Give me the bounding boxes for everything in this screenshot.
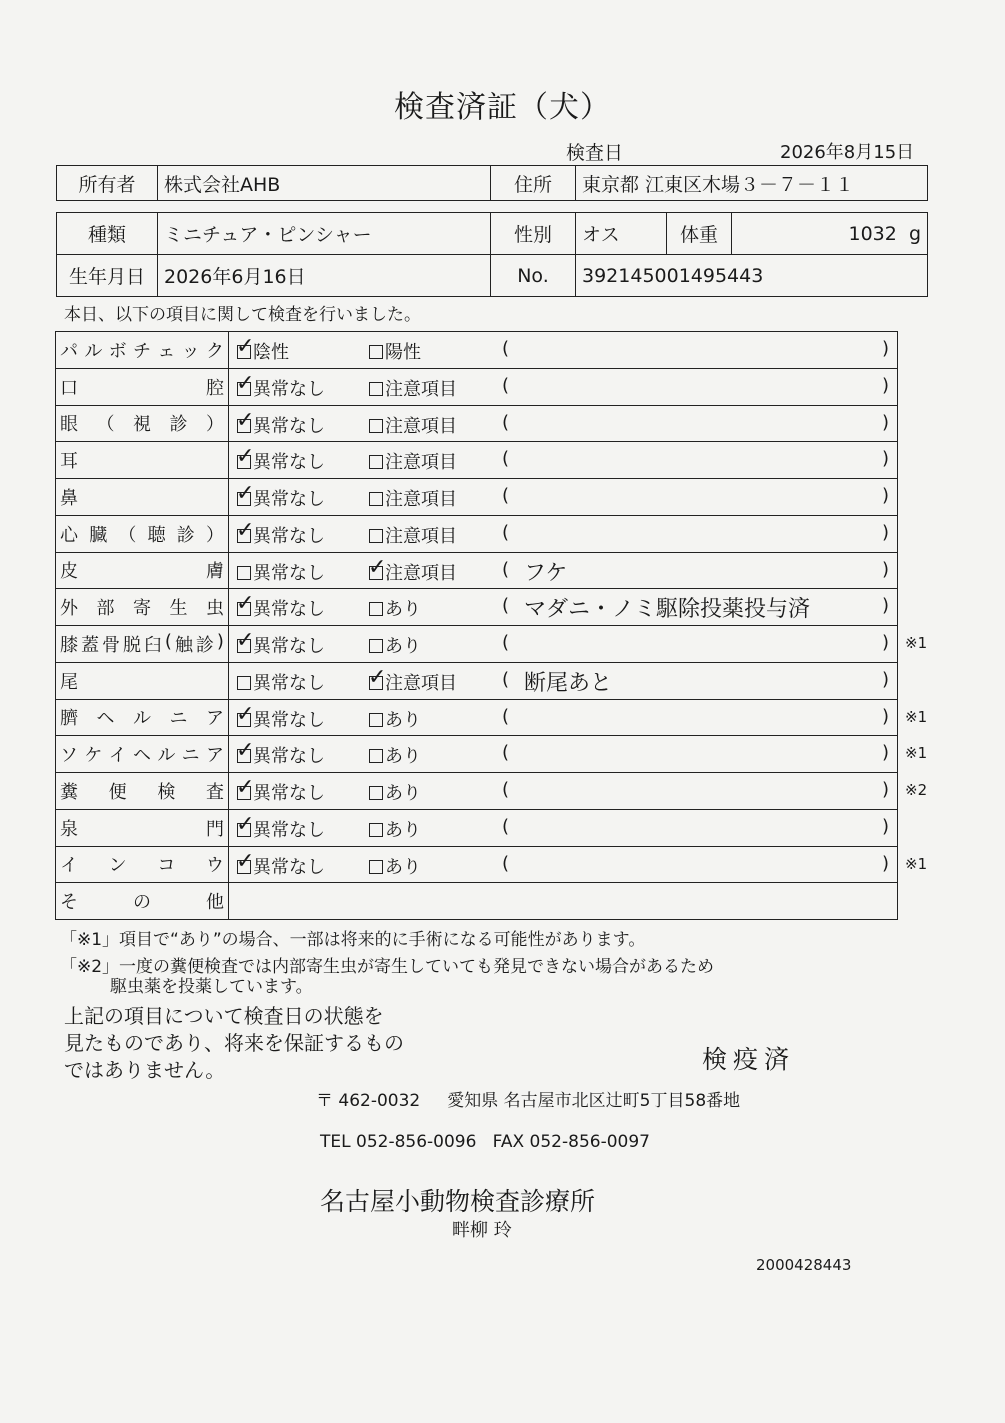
option-label: 陽性 xyxy=(385,342,421,363)
option-label: 注意項目 xyxy=(385,452,457,474)
exam-item-name xyxy=(56,589,229,626)
exam-item-name xyxy=(56,846,229,883)
serial-number: 2000428443 xyxy=(756,1256,852,1274)
exam-item-name xyxy=(56,479,229,516)
exam-item-row xyxy=(56,736,898,773)
contact-line xyxy=(320,1132,650,1152)
exam-item-name-text: 口 腔 xyxy=(60,377,224,399)
note-close-paren: ) xyxy=(881,595,889,617)
option-label: あり xyxy=(385,636,421,657)
checkbox-icon[interactable] xyxy=(368,554,387,580)
check-mark-icon: ✓ xyxy=(236,334,255,359)
option-1-checkbox[interactable] xyxy=(236,370,325,401)
exam-item-note: 断尾あと xyxy=(524,670,613,696)
checkbox-icon[interactable] xyxy=(236,481,255,506)
exam-item-name-text: 尾 xyxy=(60,671,78,693)
option-label: 注意項目 xyxy=(385,525,457,547)
disclaimer-line: 上記の項目について検査日の状態を xyxy=(64,1004,384,1028)
clinic-address: 愛知県 名古屋市北区辻町5丁目58番地 xyxy=(447,1091,741,1111)
footnote-marker: ※1 xyxy=(905,707,928,726)
footnote-2-line2: 駆虫薬を投薬しています。 xyxy=(110,977,313,997)
exam-item-row xyxy=(56,332,898,369)
exam-item-row xyxy=(56,552,898,589)
option-2-checkbox[interactable] xyxy=(369,485,457,511)
tel-number: TEL 052-856-0096 xyxy=(320,1132,477,1152)
note-close-paren: ) xyxy=(881,374,889,396)
option-label: 異常なし xyxy=(253,783,325,804)
owner-label: 所有者 xyxy=(57,166,158,201)
disclaimer xyxy=(64,1003,404,1084)
note-close-paren: ) xyxy=(881,411,889,433)
option-label: 注意項目 xyxy=(385,562,457,584)
note-open-paren: ( xyxy=(502,668,510,690)
exam-item-name-text: 眼 （ 視 診 ） xyxy=(60,414,224,436)
address-label: 住所 xyxy=(491,166,576,201)
exam-item-name xyxy=(56,626,229,663)
exam-item-row xyxy=(56,809,898,846)
note-close-paren: ) xyxy=(881,705,889,727)
note-close-paren: ) xyxy=(881,852,889,874)
exam-item-result xyxy=(229,332,898,369)
checkbox-icon[interactable] xyxy=(237,676,251,690)
breed-value: ミニチュア・ピンシャー xyxy=(158,213,491,255)
note-close-paren: ) xyxy=(881,668,889,690)
option-label: 異常なし xyxy=(253,562,325,584)
check-mark-icon: ✓ xyxy=(236,517,255,543)
no-label: No. xyxy=(491,255,576,297)
exam-item-result xyxy=(229,846,898,883)
note-close-paren: ) xyxy=(881,448,889,470)
option-2-checkbox[interactable] xyxy=(369,338,421,364)
option-2-checkbox[interactable] xyxy=(369,779,421,805)
exam-item-row xyxy=(56,405,898,442)
exam-item-name xyxy=(56,736,229,773)
option-2-checkbox[interactable] xyxy=(369,522,457,548)
check-mark-icon: ✓ xyxy=(236,370,255,396)
disclaimer-line: ではありません。 xyxy=(64,1058,226,1082)
exam-item-result xyxy=(229,736,898,773)
check-mark-icon: ✓ xyxy=(368,554,387,580)
exam-item-name-text: イ ン コ ウ xyxy=(60,855,224,877)
checkbox-icon[interactable] xyxy=(369,602,383,616)
option-label: 異常なし xyxy=(253,819,325,841)
exam-item-row xyxy=(56,846,898,883)
option-2-checkbox[interactable] xyxy=(369,412,457,438)
exam-item-name-text: 鼻 xyxy=(60,487,78,509)
exam-item-name xyxy=(56,662,229,699)
exam-item-name xyxy=(56,809,229,846)
exam-item-name-text: ソ ケ イ ヘ ル ニ ア xyxy=(60,745,224,767)
option-label: 異常なし xyxy=(253,599,325,621)
note-open-paren: ( xyxy=(502,595,510,617)
footnote-2-line1: 「※2」一度の糞便検査では内部寄生虫が寄生していても発見できない場合があるため xyxy=(60,957,715,977)
checkbox-icon[interactable] xyxy=(369,382,383,396)
exam-item-name-text: 外 部 寄 生 虫 xyxy=(60,598,224,620)
exam-item-result xyxy=(229,699,898,736)
weight-label: 体重 xyxy=(667,213,732,255)
exam-item-name-text: 皮 膚 xyxy=(60,561,224,583)
exam-item-name-text: 心 臓 （ 聴 診 ） xyxy=(60,524,224,546)
checkbox-icon[interactable] xyxy=(237,566,251,580)
option-1-checkbox[interactable] xyxy=(236,407,325,438)
postal-code: 〒 462-0032 xyxy=(316,1091,421,1111)
option-label: 異常なし xyxy=(253,709,325,731)
option-2-checkbox[interactable] xyxy=(369,595,421,621)
note-close-paren: ) xyxy=(881,742,889,764)
exam-item-row xyxy=(56,773,898,810)
option-1-checkbox[interactable] xyxy=(237,559,325,585)
option-label: 異常なし xyxy=(253,525,325,547)
option-2-checkbox[interactable] xyxy=(369,853,421,879)
option-label: 異常なし xyxy=(253,489,325,510)
exam-item-note: フケ xyxy=(524,560,568,586)
option-2-checkbox[interactable] xyxy=(369,816,421,842)
weight-value: 1032 g xyxy=(732,213,928,255)
checkbox-icon[interactable] xyxy=(369,713,383,727)
checkbox-icon[interactable] xyxy=(369,639,383,653)
checkbox-icon[interactable] xyxy=(236,628,255,653)
note-open-paren: ( xyxy=(502,815,510,837)
exam-item-row xyxy=(56,589,898,626)
exam-item-name xyxy=(56,699,229,736)
checkbox-icon[interactable] xyxy=(369,749,383,763)
exam-item-name-text: 臍 ヘ ル ニ ア xyxy=(60,708,224,730)
address-value: 東京都 江東区木場３－７－１１ xyxy=(576,166,928,201)
exam-item-name-text: 耳 xyxy=(60,451,78,473)
clinic-name: 名古屋小動物検査診療所 xyxy=(320,1187,596,1216)
option-1-checkbox[interactable] xyxy=(236,444,325,474)
exam-item-result xyxy=(229,552,898,589)
sex-label: 性別 xyxy=(491,213,576,255)
option-1-checkbox[interactable] xyxy=(237,669,325,695)
exam-item-result xyxy=(229,368,898,405)
exam-item-name-text: パ ル ボ チ ェ ッ ク xyxy=(60,340,224,362)
intro-text: 本日、以下の項目に関して検査を行いました。 xyxy=(64,305,421,325)
exam-item-row xyxy=(56,368,898,405)
veterinarian-name: 畔柳 玲 xyxy=(452,1220,512,1241)
checkbox-icon[interactable] xyxy=(236,444,255,470)
note-open-paren: ( xyxy=(502,742,510,764)
exam-item-row-other xyxy=(56,883,898,920)
option-label: 異常なし xyxy=(253,415,325,437)
exam-item-name xyxy=(56,332,229,369)
note-open-paren: ( xyxy=(502,779,510,800)
check-mark-icon: ✓ xyxy=(236,738,255,764)
check-mark-icon: ✓ xyxy=(236,481,255,506)
option-2-checkbox[interactable] xyxy=(369,632,421,658)
checkbox-icon[interactable] xyxy=(236,517,255,543)
option-2-checkbox[interactable] xyxy=(369,742,421,768)
option-1-checkbox[interactable] xyxy=(236,811,325,842)
note-close-paren: ) xyxy=(881,632,889,653)
footnote-marker: ※1 xyxy=(905,744,928,763)
exam-item-result xyxy=(229,773,898,810)
exam-item-row xyxy=(56,442,898,479)
check-mark-icon: ✓ xyxy=(236,628,255,653)
exam-item-name xyxy=(56,405,229,442)
option-label: 異常なし xyxy=(253,672,325,694)
note-open-paren: ( xyxy=(502,521,510,543)
option-1-checkbox[interactable] xyxy=(236,775,325,805)
option-label: あり xyxy=(385,783,421,804)
checkbox-icon[interactable] xyxy=(369,455,383,469)
option-label: あり xyxy=(385,746,421,768)
check-mark-icon: ✓ xyxy=(368,664,387,690)
footnote-1: 「※1」項目で“あり”の場合、一部は将来的に手術になる可能性があります。 xyxy=(60,930,646,950)
exam-item-result xyxy=(229,479,898,516)
exam-item-name xyxy=(56,773,229,810)
option-1-checkbox[interactable] xyxy=(236,591,325,621)
note-open-paren: ( xyxy=(502,448,510,470)
fax-number: FAX 052-856-0097 xyxy=(492,1132,650,1152)
clinic-address-line xyxy=(316,1086,740,1111)
document-title: 検査済証（犬） xyxy=(394,90,611,125)
footnote-marker: ※2 xyxy=(905,781,928,799)
exam-items-table xyxy=(55,331,898,920)
checkbox-icon[interactable] xyxy=(236,848,255,874)
note-close-paren: ) xyxy=(881,485,889,506)
check-mark-icon: ✓ xyxy=(236,407,255,433)
option-1-checkbox[interactable] xyxy=(236,334,289,364)
exam-item-result xyxy=(229,405,898,442)
quarantine-stamp: 検疫済 xyxy=(702,1045,796,1074)
checkbox-icon[interactable] xyxy=(368,664,387,690)
checkbox-icon[interactable] xyxy=(369,823,383,837)
option-1-checkbox[interactable] xyxy=(236,701,325,732)
check-mark-icon: ✓ xyxy=(236,591,255,617)
exam-item-row xyxy=(56,662,898,699)
exam-item-name-text: 糞 便 検 査 xyxy=(60,781,224,803)
option-label: 異常なし xyxy=(253,856,325,878)
note-close-paren: ) xyxy=(881,338,889,359)
exam-date-value: 2026年8月15日 xyxy=(780,142,915,163)
weight-unit: g xyxy=(908,222,921,245)
footnote-marker: ※1 xyxy=(905,854,928,873)
note-open-paren: ( xyxy=(502,411,510,433)
option-2-checkbox[interactable] xyxy=(368,554,457,585)
exam-item-name xyxy=(56,368,229,405)
dob-value: 2026年6月16日 xyxy=(158,255,491,297)
checkbox-icon[interactable] xyxy=(236,407,255,433)
owner-value: 株式会社AHB xyxy=(158,166,491,201)
footnote-marker: ※1 xyxy=(905,634,928,652)
owner-table xyxy=(56,165,928,201)
exam-item-name-text: 泉 門 xyxy=(60,818,224,840)
note-open-paren: ( xyxy=(502,852,510,874)
other-value[interactable] xyxy=(229,883,898,920)
checkbox-icon[interactable] xyxy=(236,775,255,800)
checkbox-icon[interactable] xyxy=(369,345,383,359)
option-1-checkbox[interactable] xyxy=(236,848,325,879)
option-label: あり xyxy=(385,599,421,621)
exam-item-name xyxy=(56,552,229,589)
checkbox-icon[interactable] xyxy=(236,701,255,727)
option-label: 異常なし xyxy=(253,636,325,657)
breed-label: 種類 xyxy=(57,213,158,255)
check-mark-icon: ✓ xyxy=(236,775,255,800)
option-1-checkbox[interactable] xyxy=(236,738,325,768)
exam-item-result xyxy=(229,589,898,626)
option-1-checkbox[interactable] xyxy=(236,628,325,658)
option-label: 異常なし xyxy=(253,746,325,768)
note-open-paren: ( xyxy=(502,485,510,506)
option-2-checkbox[interactable] xyxy=(369,706,421,732)
exam-item-name-text: 膝 蓋 骨 脱 臼 ( 触 診 ) xyxy=(60,630,224,656)
option-label: あり xyxy=(385,819,421,841)
checkbox-icon[interactable] xyxy=(236,334,255,359)
option-2-checkbox[interactable] xyxy=(368,664,457,695)
exam-item-result xyxy=(229,442,898,479)
note-open-paren: ( xyxy=(502,705,510,727)
sex-value: オス xyxy=(576,213,667,255)
exam-item-result xyxy=(229,515,898,552)
exam-item-row xyxy=(56,515,898,552)
other-label: そ の 他 xyxy=(56,883,229,920)
option-1-checkbox[interactable] xyxy=(236,517,325,548)
option-label: 注意項目 xyxy=(385,672,457,694)
checkbox-icon[interactable] xyxy=(236,370,255,396)
option-1-checkbox[interactable] xyxy=(236,481,325,511)
note-close-paren: ) xyxy=(881,815,889,837)
checkbox-icon[interactable] xyxy=(236,738,255,764)
exam-item-result xyxy=(229,626,898,663)
note-open-paren: ( xyxy=(502,338,510,359)
note-close-paren: ) xyxy=(881,521,889,543)
exam-item-note: マダニ・ノミ駆除投薬投与済 xyxy=(524,597,811,623)
checkbox-icon[interactable] xyxy=(369,860,383,874)
no-value: 392145001495443 xyxy=(576,255,928,297)
exam-item-name xyxy=(56,442,229,479)
option-2-checkbox[interactable] xyxy=(369,375,457,401)
option-label: 異常なし xyxy=(253,452,325,474)
option-label: あり xyxy=(385,856,421,878)
disclaimer-line: 見たものであり、将来を保証するもの xyxy=(64,1031,404,1055)
exam-date-label: 検査日 xyxy=(566,142,624,164)
option-label: 異常なし xyxy=(253,378,325,400)
animal-table xyxy=(56,212,928,297)
checkbox-icon[interactable] xyxy=(369,529,383,543)
note-close-paren: ) xyxy=(881,779,889,800)
note-open-paren: ( xyxy=(502,558,510,580)
exam-item-row xyxy=(56,479,898,516)
option-label: 注意項目 xyxy=(385,489,457,510)
checkbox-icon[interactable] xyxy=(236,811,255,837)
check-mark-icon: ✓ xyxy=(236,848,255,874)
checkbox-icon[interactable] xyxy=(369,492,383,506)
option-label: あり xyxy=(385,709,421,731)
exam-item-result xyxy=(229,809,898,846)
check-mark-icon: ✓ xyxy=(236,701,255,727)
dob-label: 生年月日 xyxy=(57,255,158,297)
option-label: 注意項目 xyxy=(385,415,457,437)
checkbox-icon[interactable] xyxy=(236,591,255,617)
note-open-paren: ( xyxy=(502,374,510,396)
option-label: 注意項目 xyxy=(385,378,457,400)
option-2-checkbox[interactable] xyxy=(369,448,457,474)
exam-item-name xyxy=(56,515,229,552)
note-close-paren: ) xyxy=(881,558,889,580)
exam-item-row xyxy=(56,626,898,663)
option-label: 陰性 xyxy=(253,342,289,363)
checkbox-icon[interactable] xyxy=(369,419,383,433)
exam-item-row xyxy=(56,699,898,736)
check-mark-icon: ✓ xyxy=(236,811,255,837)
checkbox-icon[interactable] xyxy=(369,786,383,800)
exam-item-result xyxy=(229,662,898,699)
check-mark-icon: ✓ xyxy=(236,444,255,470)
note-open-paren: ( xyxy=(502,632,510,653)
